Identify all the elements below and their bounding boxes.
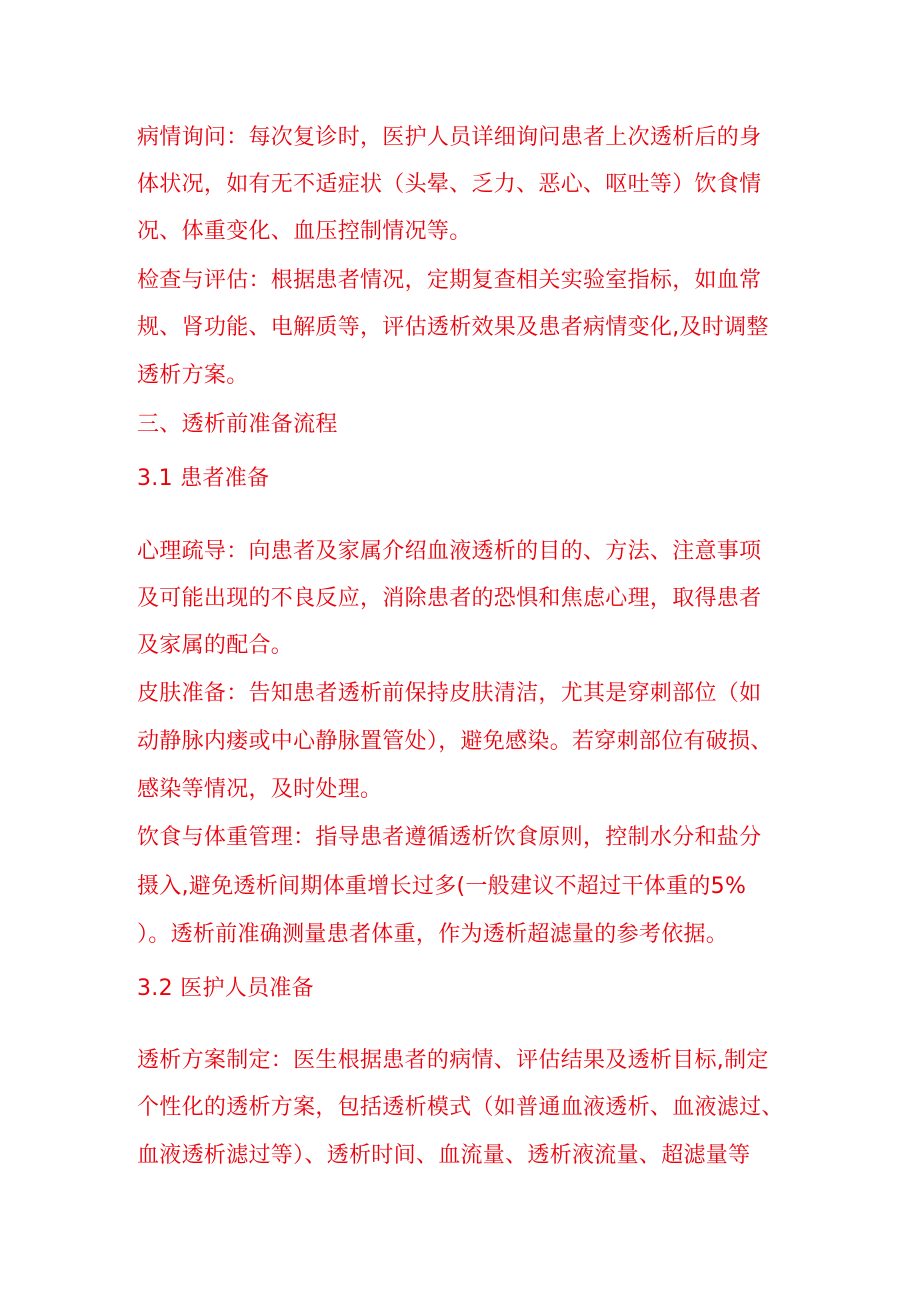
paragraph-line: 皮肤准备：告知患者透析前保持皮肤清洁，尤其是穿刺部位（如 [137, 681, 762, 706]
subsection-heading: 3.2 医护人员准备 [137, 976, 314, 1001]
paragraph-line: 检查与评估：根据患者情况，定期复查相关实验室指标，如血常 [137, 268, 762, 293]
paragraph-line: 病情询问：每次复诊时，医护人员详细询问患者上次透析后的身 [137, 125, 762, 150]
paragraph-line: 动静脉内瘘或中心静脉置管处），避免感染。若穿刺部位有破损、 [137, 729, 773, 754]
paragraph-line: 体状况，如有无不适症状（头晕、乏力、恶心、呕吐等）饮食情 [137, 172, 762, 197]
paragraph-line: 饮食与体重管理：指导患者遵循透析饮食原则，控制水分和盐分 [137, 825, 762, 850]
paragraph-line: 感染等情况，及时处理。 [137, 777, 383, 802]
paragraph-line: 况、体重变化、血压控制情况等。 [137, 219, 472, 244]
paragraph-line: 及家属的配合。 [137, 633, 294, 658]
paragraph-line: 血液透析滤过等）、透析时间、血流量、透析液流量、超滤量等 [137, 1143, 751, 1168]
paragraph-line: 摄入,避免透析间期体重增长过多(一般建议不超过干体重的5% [137, 874, 747, 899]
paragraph-line: 心理疏导：向患者及家属介绍血液透析的目的、方法、注意事项 [137, 539, 762, 564]
section-heading: 三、透析前准备流程 [137, 412, 338, 437]
paragraph-line: ）。透析前准确测量患者体重，作为透析超滤量的参考依据。 [137, 922, 729, 947]
paragraph-line: 个性化的透析方案，包括透析模式（如普通血液透析、血液滤过、 [137, 1095, 784, 1120]
paragraph-line: 透析方案制定：医生根据患者的病情、评估结果及透析目标,制定 [137, 1048, 769, 1073]
subsection-heading: 3.1 患者准备 [137, 466, 270, 491]
paragraph-line: 透析方案。 [137, 363, 249, 388]
paragraph-line: 规、肾功能、电解质等，评估透析效果及患者病情变化,及时调整 [137, 315, 769, 340]
paragraph-line: 及可能出现的不良反应，消除患者的恐惧和焦虑心理，取得患者 [137, 586, 762, 611]
